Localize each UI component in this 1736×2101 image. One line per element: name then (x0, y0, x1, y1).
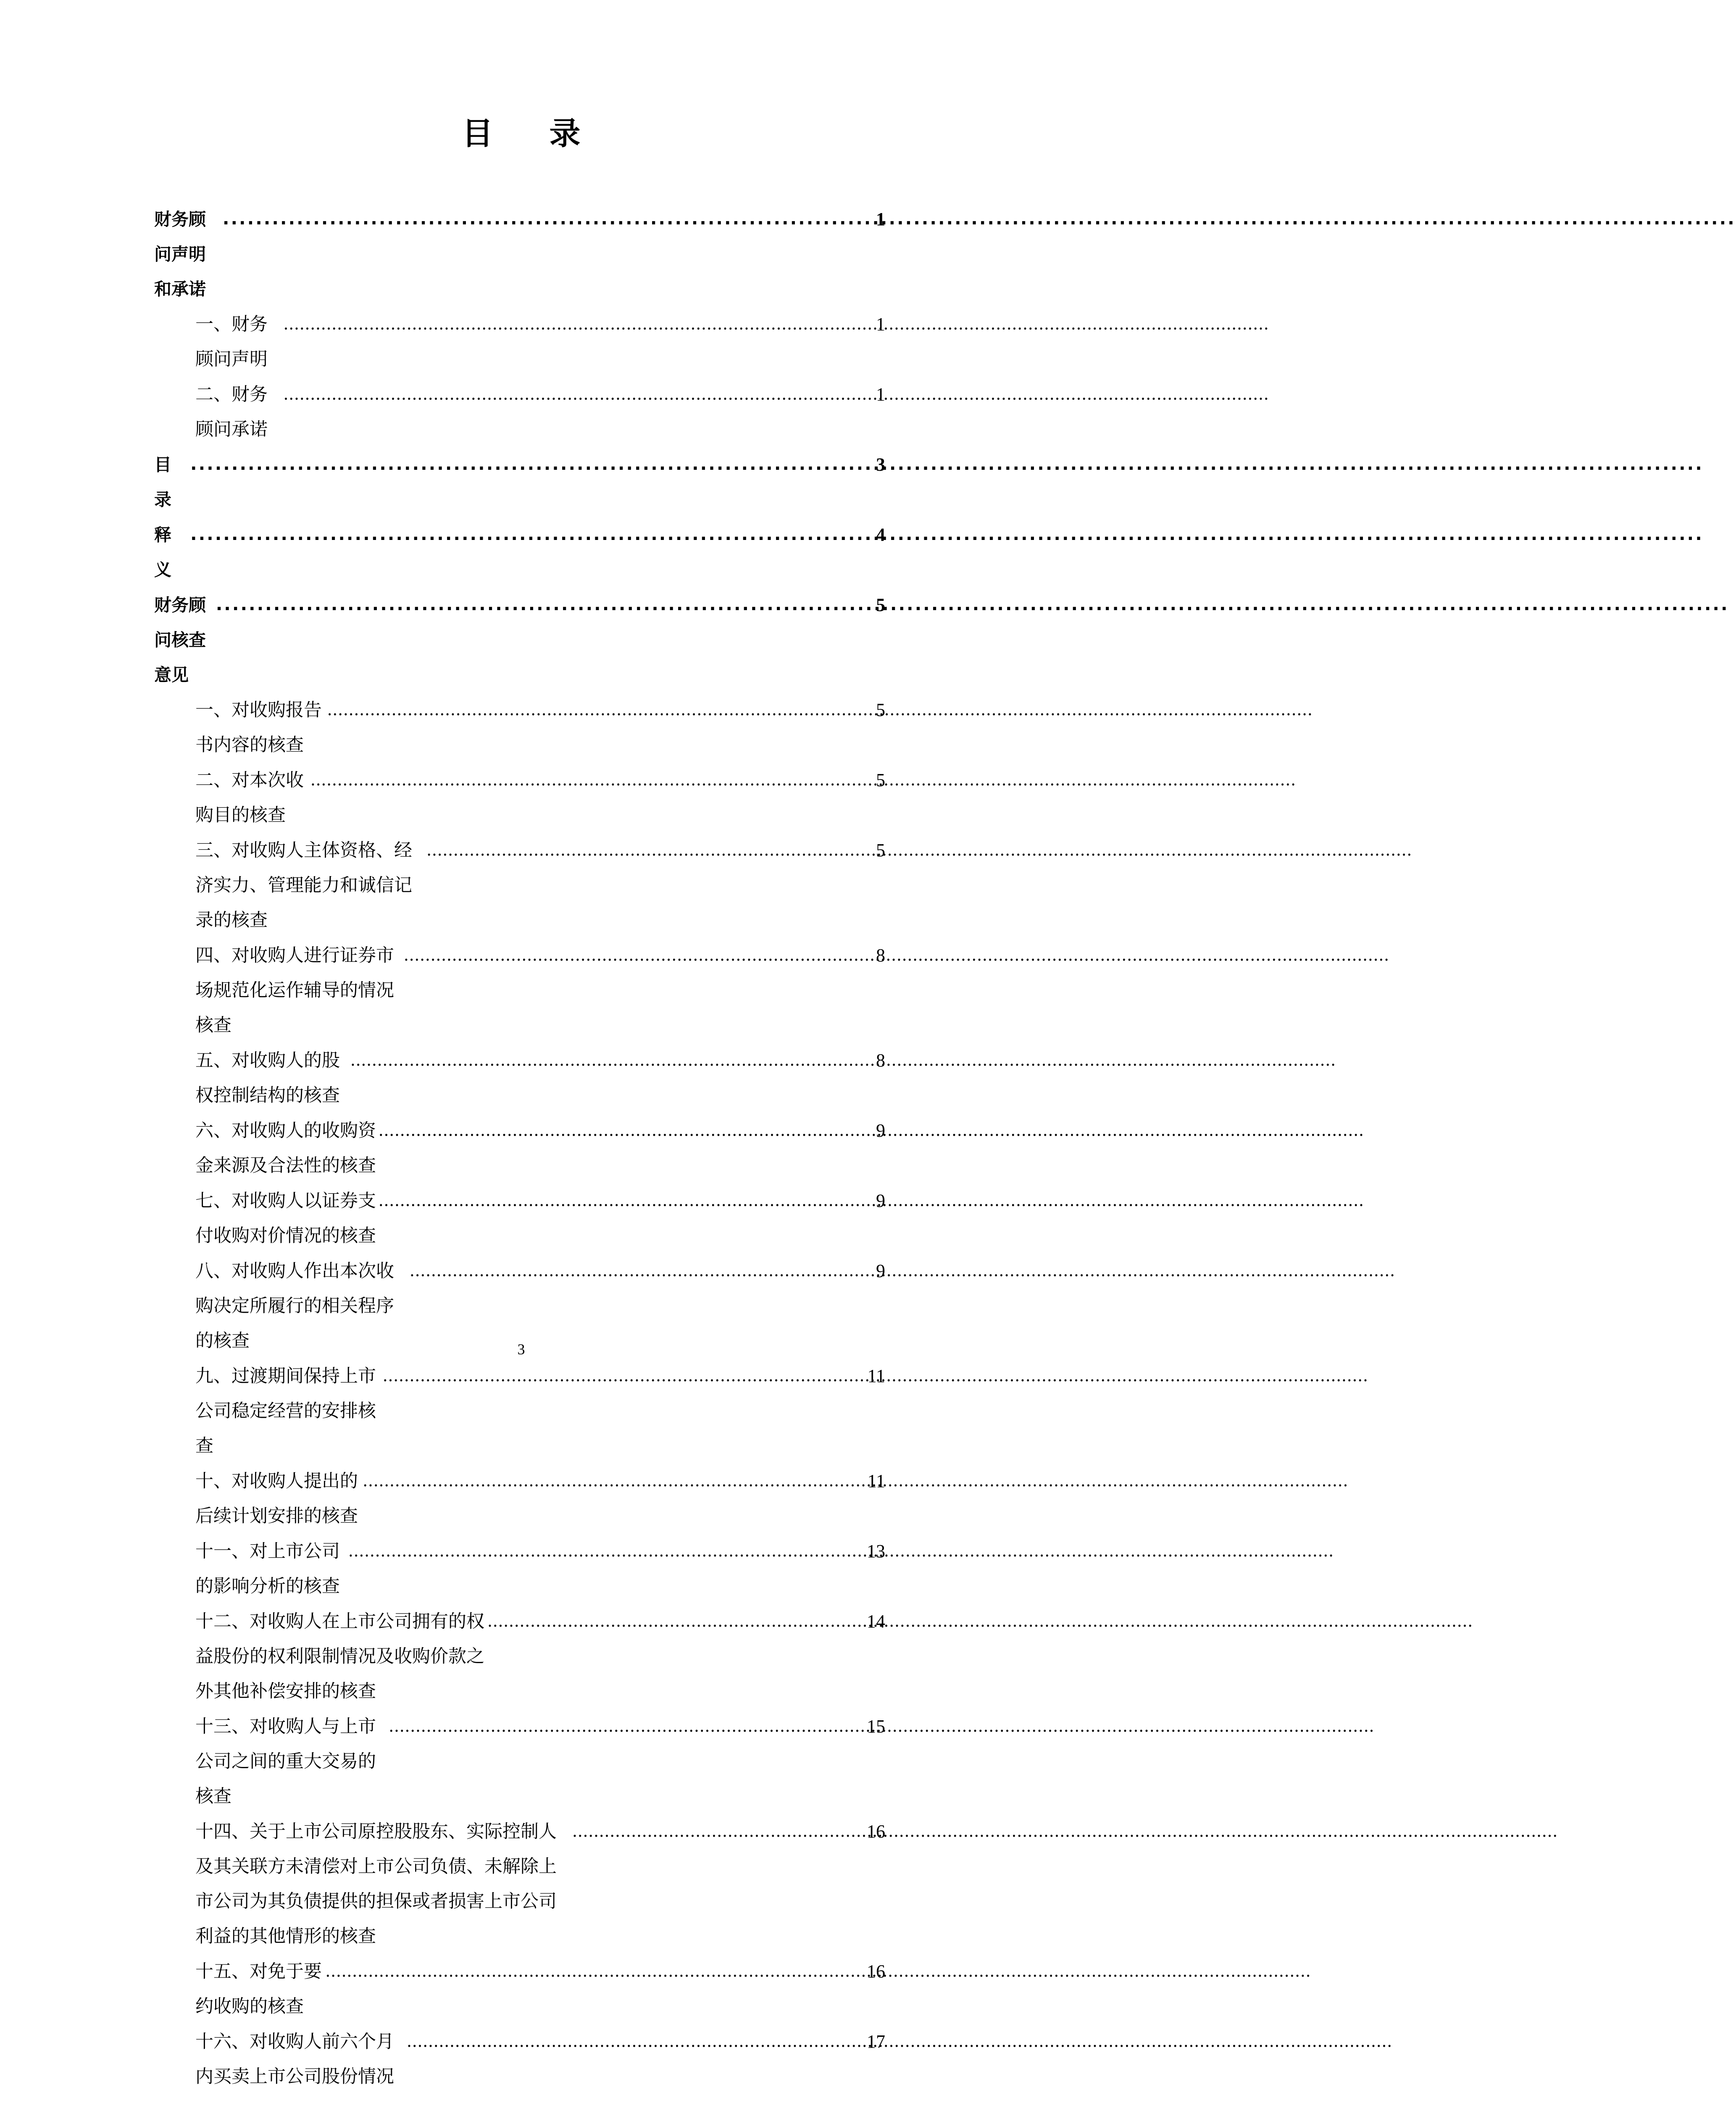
toc-entry-label: 十二、对收购人在上市公司拥有的权益股份的权利限制情况及收购价款之外其他补偿安排的核查 (195, 1612, 484, 1701)
toc-entry[interactable] (154, 1534, 885, 1604)
toc-entry-page-number: 11 (867, 1366, 885, 1386)
toc-entry-label: 三、对收购人主体资格、经济实力、管理能力和诚信记录的核查 (195, 841, 412, 930)
toc-entry-page-number: 1 (876, 314, 885, 334)
toc-entry-label: 七、对收购人以证券支付收购对价情况的核查 (195, 1191, 376, 1246)
toc-entry[interactable] (154, 692, 885, 763)
toc-entry-label: 五、对收购人的股权控制结构的核查 (195, 1051, 340, 1106)
toc-entry-page-number: 13 (867, 1541, 885, 1561)
dot-leader (404, 937, 874, 972)
dot-leader (284, 306, 874, 341)
toc-entry[interactable] (154, 833, 885, 938)
toc-entry-page-number: 16 (867, 1821, 885, 1842)
toc-entry[interactable] (154, 1183, 885, 1253)
toc-entry-label: 十、对收购人提出的后续计划安排的核查 (195, 1472, 358, 1526)
toc-entry[interactable] (154, 1954, 885, 2024)
toc-entry-label: 六、对收购人的收购资金来源及合法性的核查 (195, 1121, 376, 1176)
dot-leader (351, 1043, 874, 1077)
toc-entry-page-number: 8 (876, 945, 885, 966)
toc-entry[interactable] (154, 517, 885, 587)
toc-entry-label: 十六、对收购人前六个月内买卖上市公司股份情况 (195, 2032, 394, 2087)
table-of-contents (154, 202, 885, 2101)
page-title: 目 录 (462, 116, 593, 152)
toc-entry-label: 十五、对免于要约收购的核查 (195, 1962, 322, 2017)
dot-leader (190, 517, 874, 552)
toc-entry-page-number: 9 (876, 1120, 885, 1141)
toc-entry-page-number: 15 (867, 1716, 885, 1737)
toc-entry-label: 九、过渡期间保持上市公司稳定经营的安排核查 (195, 1366, 376, 1456)
toc-entry-label: 释 义 (154, 525, 189, 580)
toc-entry-page-number: 1 (876, 209, 885, 229)
dot-leader (349, 1533, 865, 1568)
toc-entry-page-number: 14 (867, 1611, 885, 1632)
dot-leader (223, 201, 874, 236)
toc-entry-label: 目 录 (154, 455, 189, 510)
toc-entry[interactable] (154, 1464, 885, 1534)
toc-entry[interactable] (154, 1814, 885, 1954)
dot-leader (383, 1358, 865, 1393)
toc-entry-page-number: 4 (876, 524, 885, 545)
toc-entry[interactable] (154, 1043, 885, 1113)
toc-entry[interactable] (154, 307, 885, 377)
toc-entry-label: 财务顾问核查意见 (154, 595, 206, 685)
toc-entry[interactable] (154, 377, 885, 447)
toc-entry-page-number: 9 (876, 1261, 885, 1281)
toc-entry-label: 二、对本次收购目的核查 (195, 771, 304, 825)
toc-entry[interactable] (154, 587, 885, 692)
dot-leader (363, 1463, 866, 1498)
toc-entry-label: 十一、对上市公司的影响分析的核查 (195, 1542, 340, 1596)
dot-leader (379, 1183, 874, 1218)
dot-leader (410, 1253, 874, 1288)
toc-entry[interactable] (154, 2024, 885, 2101)
dot-leader (389, 1709, 865, 1743)
toc-entry-label: 八、对收购人作出本次收购决定所履行的相关程序的核查 (195, 1261, 394, 1351)
toc-entry-label: 十四、关于上市公司原控股股东、实际控制人及其关联方未清偿对上市公司负债、未解除上市公司为其负债提供的担保或者损害上市公司利益的其他情形的核查 (195, 1822, 557, 1946)
dot-leader (190, 447, 874, 482)
dot-leader (488, 1603, 865, 1638)
toc-entry-page-number: 8 (876, 1050, 885, 1071)
toc-entry[interactable] (154, 1359, 885, 1464)
toc-entry[interactable] (154, 763, 885, 833)
toc-entry-page-number: 1 (876, 384, 885, 405)
dot-leader (427, 832, 874, 867)
toc-entry-page-number: 9 (876, 1190, 885, 1211)
dot-leader (326, 1954, 865, 1988)
page-folio: 3 (517, 1341, 525, 1358)
dot-leader (310, 762, 874, 797)
toc-entry[interactable] (154, 938, 885, 1043)
toc-entry-page-number: 5 (876, 770, 885, 790)
toc-entry-label: 财务顾问声明和承诺 (154, 209, 206, 299)
dot-leader (284, 376, 874, 411)
toc-entry-label: 二、财务顾问承诺 (195, 385, 268, 440)
toc-entry-page-number: 5 (876, 595, 885, 615)
toc-entry[interactable] (154, 447, 885, 517)
dot-leader (216, 587, 874, 622)
toc-entry[interactable] (154, 1709, 885, 1814)
toc-entry-label: 一、对收购报告书内容的核查 (195, 700, 322, 755)
dot-leader (327, 692, 874, 727)
toc-entry-page-number: 3 (876, 454, 885, 475)
toc-entry[interactable] (154, 202, 885, 307)
toc-entry-label: 四、对收购人进行证券市场规范化运作辅导的情况核查 (195, 946, 394, 1035)
toc-entry-label: 一、财务顾问声明 (195, 315, 268, 369)
dot-leader (573, 1814, 865, 1848)
toc-entry-page-number: 5 (876, 700, 885, 720)
toc-entry-page-number: 5 (876, 840, 885, 861)
toc-entry-page-number: 11 (867, 1471, 885, 1491)
toc-entry-page-number: 16 (867, 1961, 885, 1982)
toc-entry[interactable] (154, 1113, 885, 1183)
dot-leader (379, 1113, 874, 1148)
toc-entry-label: 十三、对收购人与上市公司之间的重大交易的核查 (195, 1717, 376, 1806)
dot-leader (407, 2024, 865, 2059)
toc-entry[interactable] (154, 1604, 885, 1709)
toc-entry-page-number: 17 (867, 2031, 885, 2052)
